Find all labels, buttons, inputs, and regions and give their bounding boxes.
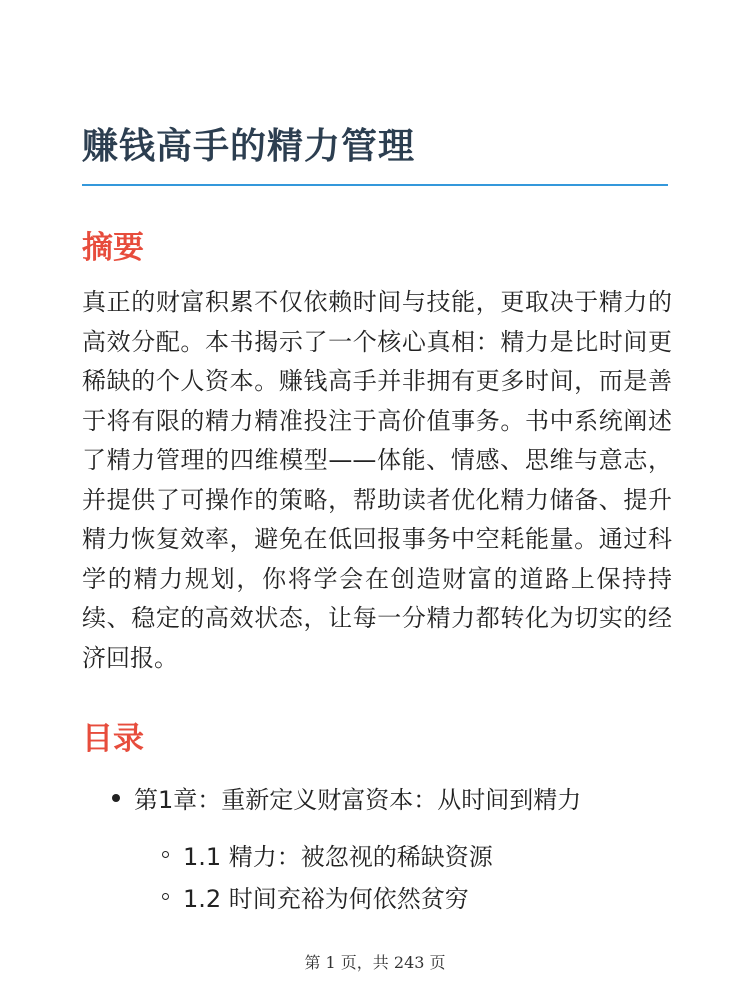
summary-heading: 摘要: [82, 230, 144, 266]
toc-section-label: 1.2 时间充裕为何依然贫穷: [183, 885, 469, 913]
toc-chapter-label: 第1章：重新定义财富资本：从时间到精力: [134, 786, 582, 814]
bullet-circle-icon: [162, 893, 169, 900]
title-divider: [82, 184, 668, 186]
toc-chapter-item: [112, 780, 581, 815]
page-number-footer: 第 1 页，共 243 页: [304, 953, 446, 972]
summary-paragraph: 真正的财富积累不仅依赖时间与技能，更取决于精力的高效分配。本书揭示了一个核心真相：精力是比时间更稀缺的个人资本。赚钱高手并非拥有更多时间，而是善于将有限的精力精准投注于高价值事务。书中系统阐述了精力管理的四维模型——体能、情感、思维与意志，并提供了可操作的策略，帮助读者优化精力储备、提升精力恢复效率，避免在低回报事务中空耗能量。通过科学的精力规划，你将学会在创造财富的道路上保持持续、稳定的高效状态，让每一分精力都转化为切实的经济回报。: [82, 288, 672, 672]
toc-heading: 目录: [82, 721, 144, 757]
bullet-circle-icon: [162, 851, 169, 858]
toc-section-label: 1.1 精力：被忽视的稀缺资源: [183, 843, 493, 871]
bullet-disc-icon: [112, 794, 120, 802]
toc-section-item: [162, 879, 469, 914]
book-title: 赚钱高手的精力管理: [82, 126, 416, 167]
toc-section-item: [162, 837, 493, 872]
